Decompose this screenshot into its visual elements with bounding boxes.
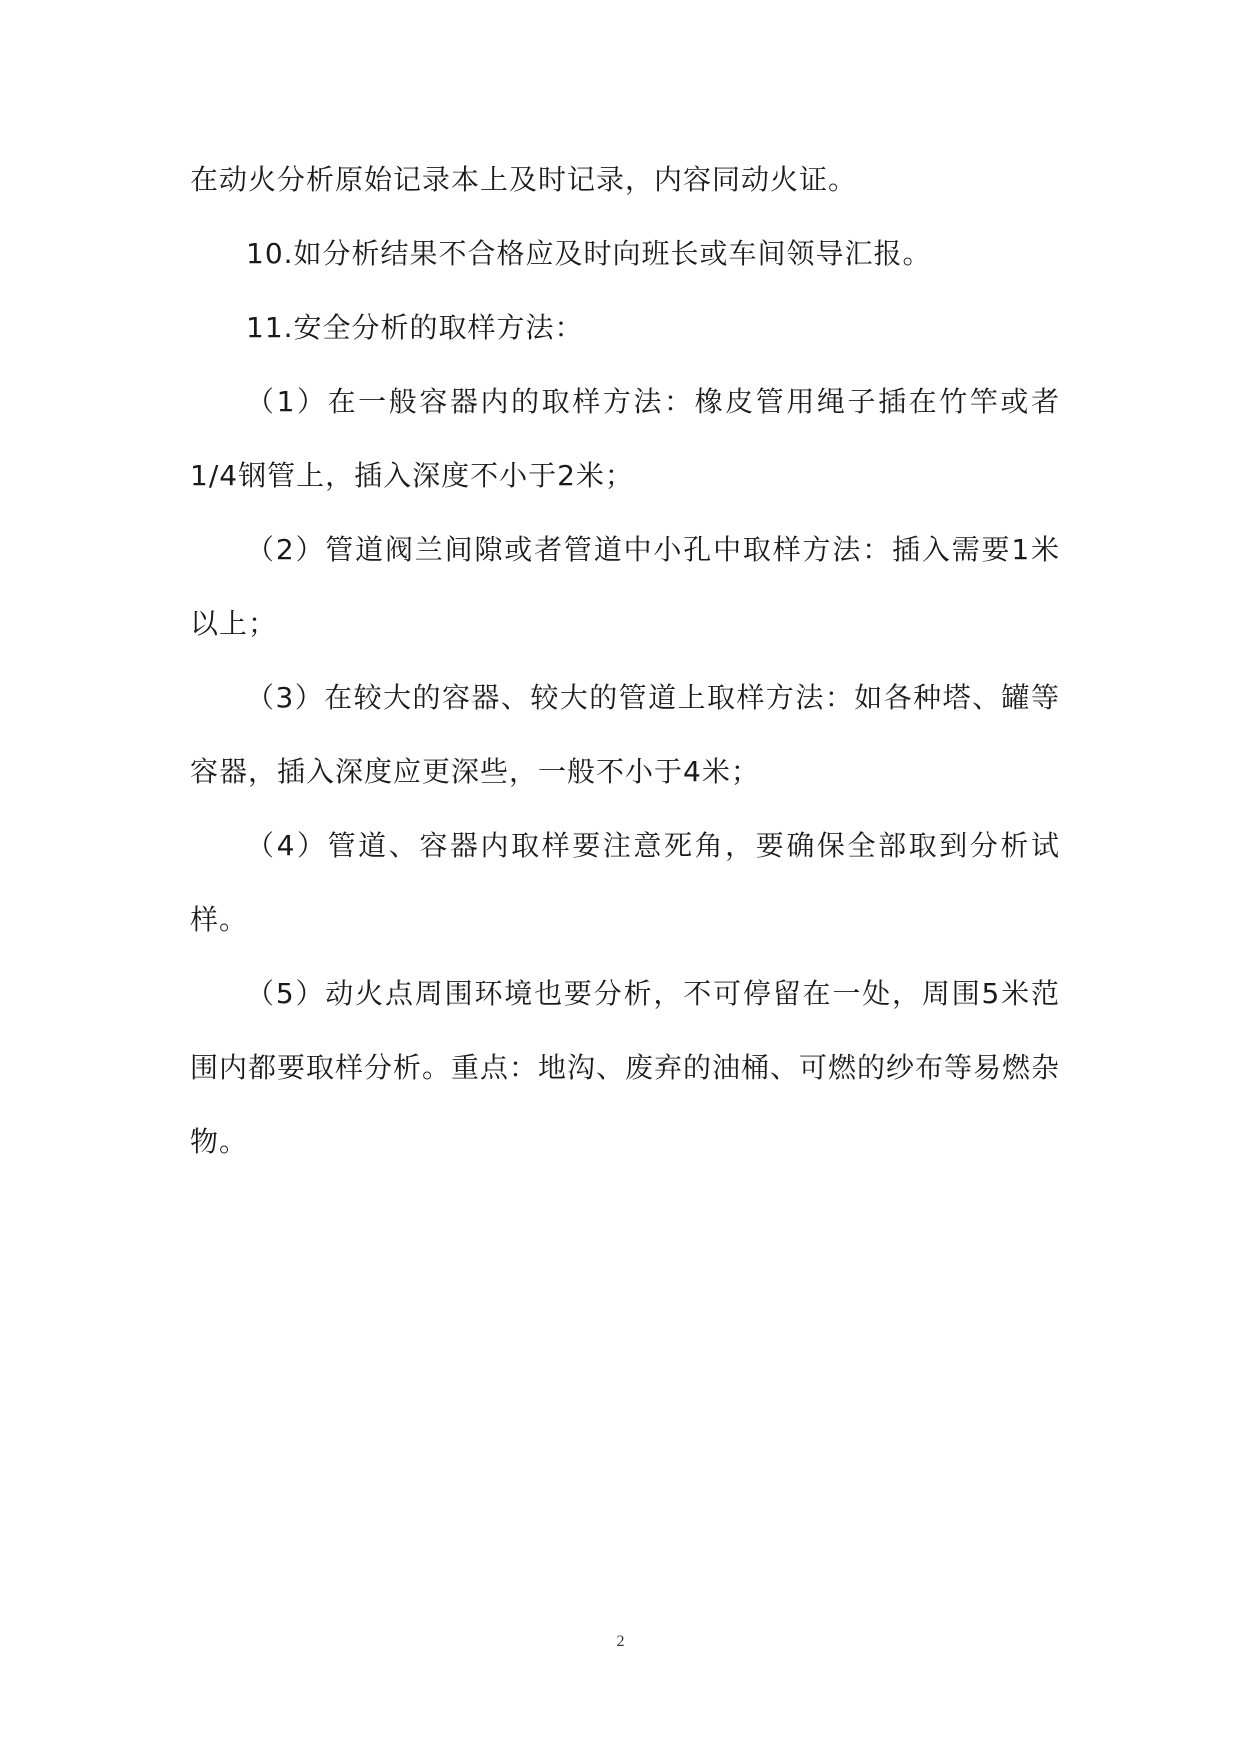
paragraph-item-10: 10.如分析结果不合格应及时向班长或车间领导汇报。 [246,237,932,270]
paragraph-item-11: 11.安全分析的取样方法： [246,311,584,344]
paragraph-subitem-3: （3）在较大的容器、较大的管道上取样方法：如各种塔、罐等容器，插入深度应更深些，一般不小于4米； [190,681,1060,788]
page-number: 2 [616,1633,625,1650]
paragraph-subitem-2: （2）管道阀兰间隙或者管道中小孔中取样方法：插入需要1米以上； [190,533,1060,640]
paragraph-subitem-1: （1）在一般容器内的取样方法：橡皮管用绳子插在竹竿或者1/4钢管上，插入深度不小于2米； [190,385,1060,492]
paragraph-continuation: 在动火分析原始记录本上及时记录，内容同动火证。 [190,163,858,196]
paragraph-subitem-4: （4）管道、容器内取样要注意死角，要确保全部取到分析试样。 [190,829,1060,936]
document-body [190,143,1060,1179]
paragraph-subitem-5: （5）动火点周围环境也要分析，不可停留在一处，周围5米范围内都要取样分析。重点：地沟、废弃的油桶、可燃的纱布等易燃杂物。 [190,977,1061,1158]
